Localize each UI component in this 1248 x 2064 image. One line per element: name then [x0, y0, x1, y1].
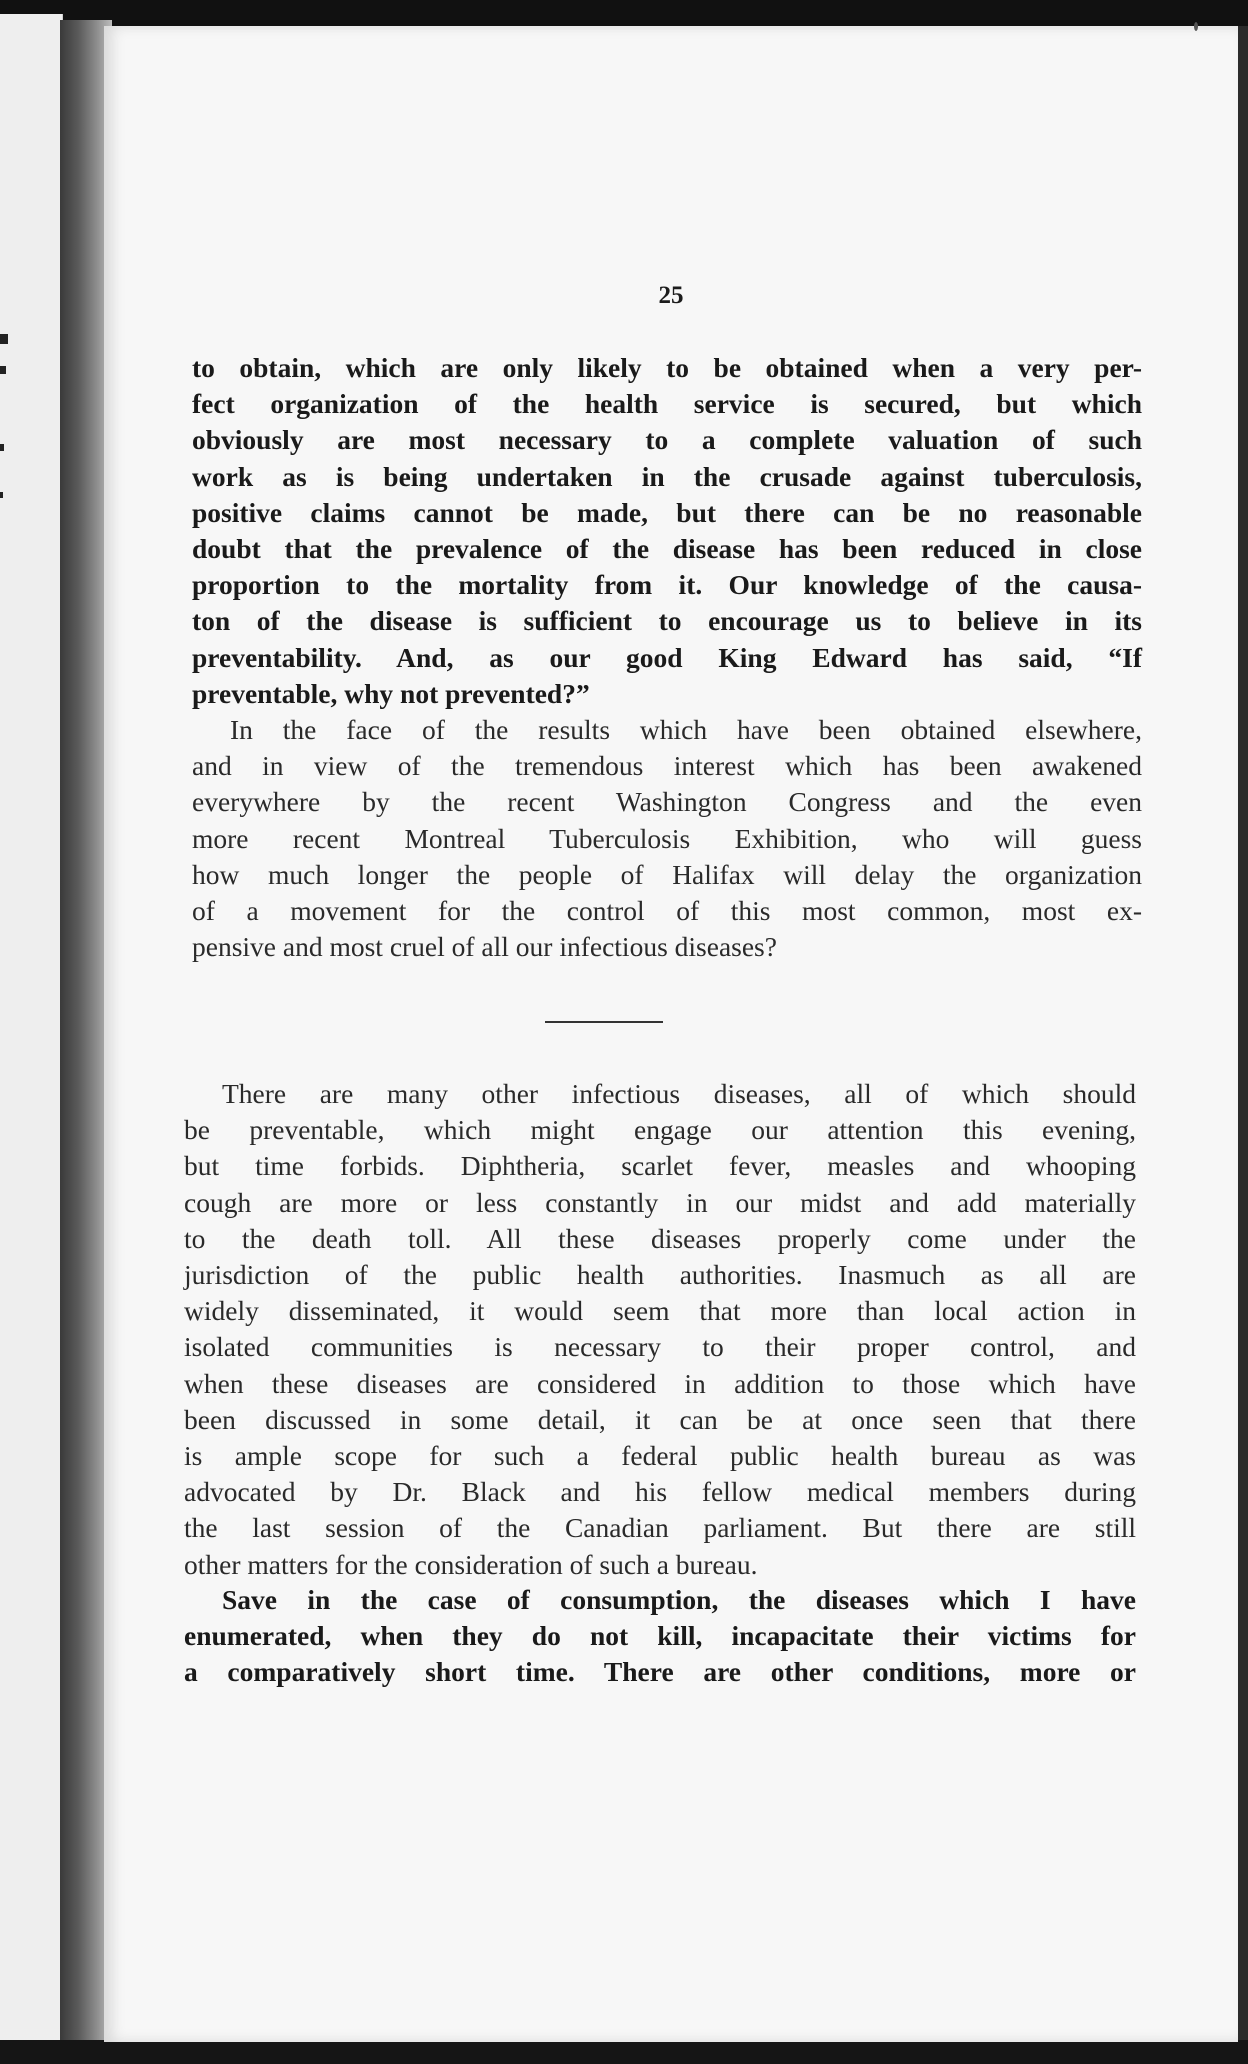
text-line: to the death toll. All these diseases properly come under the: [184, 1222, 1136, 1254]
paragraph-halifax: [192, 712, 1142, 965]
adjacent-page-mark: [0, 334, 8, 344]
text-line: and in view of the tremendous interest which has been awakened: [192, 750, 1142, 782]
text-line: pensive and most cruel of all our infectious diseases?: [192, 931, 777, 963]
text-line: doubt that the prevalence of the disease has been reduced in close: [192, 533, 1142, 565]
text-line: fect organization of the health service is secured, but which: [192, 388, 1142, 420]
text-line: of a movement for the control of this most common, most ex-: [192, 895, 1142, 927]
text-line: when these diseases are considered in addition to those which have: [184, 1367, 1136, 1399]
text-line: isolated communities is necessary to their proper control, and: [184, 1331, 1136, 1363]
text-line: been discussed in some detail, it can be at once seen that there: [184, 1403, 1136, 1435]
text-line: widely disseminated, it would seem that more than local action in: [184, 1295, 1136, 1327]
text-line: everywhere by the recent Washington Congress and the even: [192, 786, 1142, 818]
text-line: ton of the disease is sufficient to encourage us to believe in its: [192, 605, 1142, 637]
paragraph-other-diseases: [184, 1076, 1136, 1583]
text-line: proportion to the mortality from it. Our knowledge of the causa-: [192, 569, 1142, 601]
text-line: preventability. And, as our good King Edward has said, “If: [192, 641, 1142, 673]
text-line: There are many other infectious diseases, all of which should: [222, 1078, 1136, 1109]
text-line: positive claims cannot be made, but there can be no reasonable: [192, 496, 1142, 528]
text-line: other matters for the consideration of such a bureau.: [184, 1548, 758, 1580]
adjacent-page-edge: [0, 14, 63, 2044]
paragraph-continued: [192, 350, 1142, 712]
text-line: preventable, why not prevented?”: [192, 677, 590, 709]
section-divider: [545, 1021, 663, 1023]
text-line: be preventable, which might engage our attention this evening,: [184, 1114, 1136, 1146]
adjacent-page-mark: [0, 366, 6, 374]
text-line: but time forbids. Diphtheria, scarlet fever, measles and whooping: [184, 1150, 1136, 1182]
scan-right-edge: [1238, 26, 1248, 2042]
adjacent-page-mark: [0, 444, 4, 451]
text-line: In the face of the results which have been obtained elsewhere,: [230, 714, 1142, 745]
text-line: obviously are most necessary to a complete valuation of such: [192, 424, 1142, 456]
adjacent-page-mark: [0, 492, 3, 498]
text-line: advocated by Dr. Black and his fellow medical members during: [184, 1476, 1136, 1508]
text-line: more recent Montreal Tuberculosis Exhibition, who will guess: [192, 822, 1142, 854]
paragraph-consumption: [184, 1582, 1136, 1691]
scan-bottom-band: [0, 2040, 1248, 2064]
text-line: is ample scope for such a federal public health bureau as was: [184, 1440, 1136, 1472]
text-line: to obtain, which are only likely to be obtained when a very per-: [192, 352, 1142, 383]
scan-speck: [1194, 22, 1198, 31]
page-number: 25: [658, 282, 684, 309]
text-line: Save in the case of consumption, the diseases which I have: [222, 1584, 1136, 1615]
text-line: how much longer the people of Halifax will delay the organization: [192, 858, 1142, 890]
text-line: cough are more or less constantly in our midst and add materially: [184, 1186, 1136, 1218]
text-line: a comparatively short time. There are other conditions, more or: [184, 1656, 1136, 1688]
text-line: jurisdiction of the public health authorities. Inasmuch as all are: [184, 1259, 1136, 1291]
text-line: work as is being undertaken in the crusade against tuberculosis,: [192, 460, 1142, 492]
text-line: enumerated, when they do not kill, incapacitate their victims for: [184, 1620, 1136, 1652]
book-page: [104, 26, 1238, 2042]
text-line: the last session of the Canadian parliament. But there are still: [184, 1512, 1136, 1544]
